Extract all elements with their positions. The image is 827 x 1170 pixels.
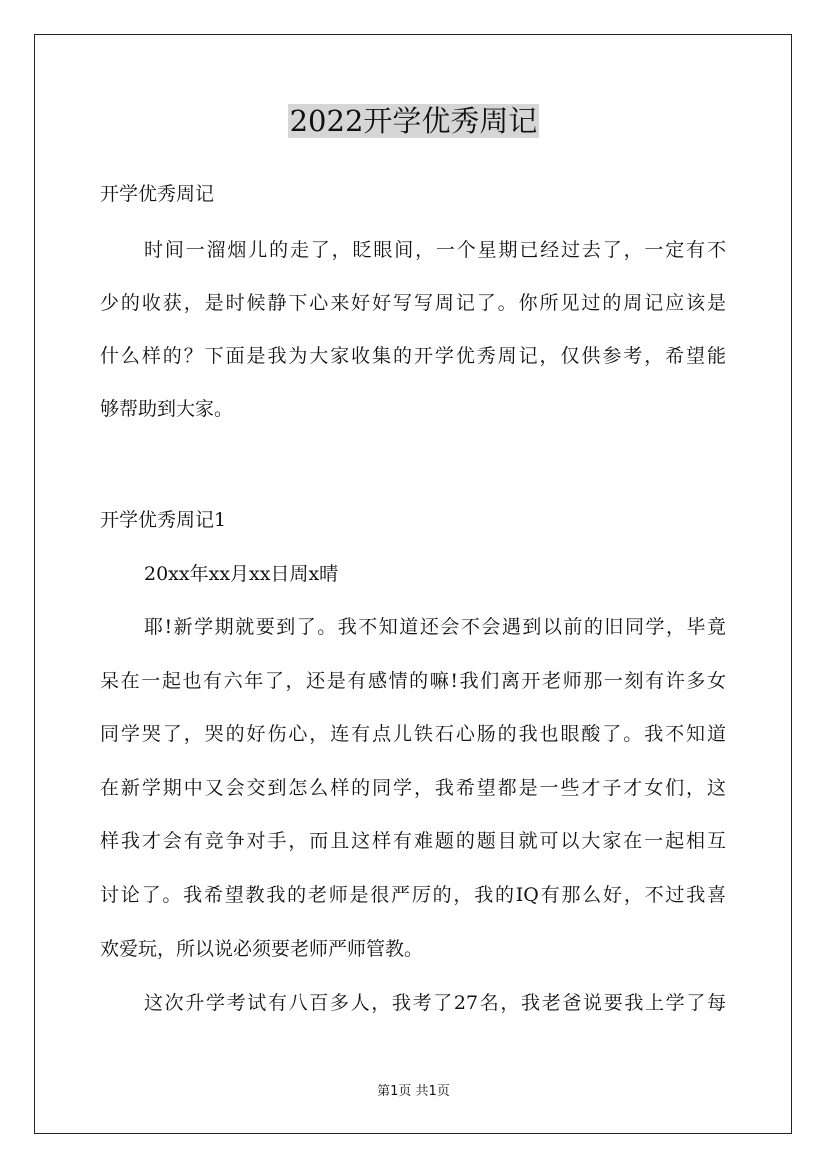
journal-line-7: 欢爱玩，所以说必须要老师严师管教。 <box>100 938 424 960</box>
section-heading-journal-1: 开学优秀周记1 <box>100 509 227 531</box>
journal-line-2: 呆在一起也有六年了，还是有感情的嘛!我们离开老师那一刻有许多女 <box>100 670 726 692</box>
intro-line-3: 什么样的？下面是我为大家收集的开学优秀周记，仅供参考，希望能 <box>100 345 726 367</box>
page-footer: 第1页 共1页 <box>377 1084 450 1099</box>
section-heading-intro: 开学优秀周记 <box>100 183 215 205</box>
intro-line-1: 时间一溜烟儿的走了，眨眼间，一个星期已经过去了，一定有不 <box>144 239 726 261</box>
document-title-text: 2022开学优秀周记 <box>289 104 538 138</box>
journal-line-6: 讨论了。我希望教我的老师是很严厉的，我的IQ有那么好，不过我喜 <box>100 884 726 906</box>
journal-date-line: 20xx年xx月xx日周x晴 <box>144 563 339 585</box>
intro-line-2: 少的收获，是时候静下心来好好写写周记了。你所见过的周记应该是 <box>100 292 726 314</box>
journal-line-3: 同学哭了，哭的好伤心，连有点儿铁石心肠的我也眼酸了。我不知道 <box>100 723 726 745</box>
journal-line-8: 这次升学考试有八百多人，我考了27名，我老爸说要我上学了每 <box>144 992 726 1014</box>
journal-line-1: 耶!新学期就要到了。我不知道还会不会遇到以前的旧同学，毕竟 <box>144 616 726 638</box>
journal-line-5: 样我才会有竞争对手，而且这样有难题的题目就可以大家在一起相互 <box>100 830 726 852</box>
journal-line-4: 在新学期中又会交到怎么样的同学，我希望都是一些才子才女们，这 <box>100 777 726 799</box>
document-title <box>0 101 827 141</box>
intro-line-4: 够帮助到大家。 <box>100 398 234 420</box>
